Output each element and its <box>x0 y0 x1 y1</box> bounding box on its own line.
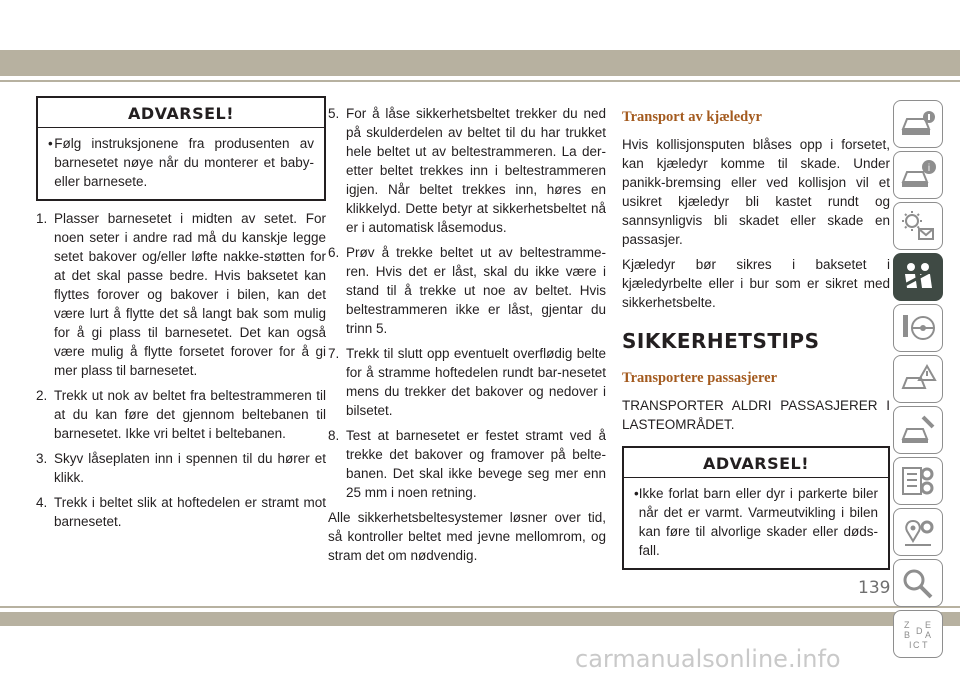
step-number: 6. <box>328 245 340 260</box>
tab-map-gear[interactable] <box>893 508 943 556</box>
step-text: Prøv å trekke beltet ut av beltestramme-ren. Hvis det er låst, skal du ikke være i stand til å trekke ut noe av beltet. Hvis beltestrammeren ikke er låst, gjentar du trinn 5. <box>346 245 606 336</box>
svg-text:D: D <box>916 626 923 636</box>
step-8 <box>328 426 606 502</box>
column-3 <box>622 104 890 578</box>
svg-text:T: T <box>922 640 928 650</box>
map-gear-icon <box>899 515 937 549</box>
step-6 <box>328 243 606 338</box>
index-icon <box>899 617 937 651</box>
step-text: Skyv låseplaten inn i spennen til du hører et klikk. <box>54 451 326 485</box>
warning-text: Følg instruksjonene fra produsenten av barnesetet nøye når du monterer et baby- eller barnesete. <box>54 136 314 189</box>
step-2 <box>36 386 326 443</box>
footer-band <box>0 612 960 626</box>
step-1 <box>36 209 326 380</box>
tab-search[interactable] <box>893 559 943 607</box>
watermark: carmanualsonline.info <box>575 645 841 673</box>
sun-mail-icon <box>899 209 937 243</box>
step-number: 2. <box>36 388 48 403</box>
wrench-car-icon <box>899 413 937 447</box>
warning-title: ADVARSEL! <box>38 98 324 128</box>
warning-bullet: • Følg instruksjonene fra produsenten av barnesetet nøye når du monterer et baby- eller barnesete. <box>48 136 314 189</box>
list-gear-icon <box>899 464 937 498</box>
tab-hazard-car[interactable] <box>893 355 943 403</box>
page-number: 139 <box>858 578 891 598</box>
tab-index[interactable] <box>893 610 943 658</box>
svg-text:Z: Z <box>904 620 910 630</box>
svg-text:I: I <box>909 640 912 650</box>
tab-wrench-car[interactable] <box>893 406 943 454</box>
pets-paragraph-2: Kjæledyr bør sikres i baksetet i kjæledyrbelte eller i bur som er sikret med sikkerhetsbelte. <box>622 257 890 310</box>
tab-list-gear[interactable] <box>893 457 943 505</box>
step-number: 4. <box>36 495 48 510</box>
tab-car-alert[interactable] <box>893 151 943 199</box>
step-4 <box>36 493 326 531</box>
step-number: 3. <box>36 451 48 466</box>
step-text: Trekk til slutt opp eventuelt overflødig belte for å stramme hoftedelen rundt bar-nesetet mens du trekker det bakover og nedover i bilsetet. <box>346 346 606 418</box>
header-rule <box>0 80 960 82</box>
search-icon <box>899 566 937 600</box>
key-steering-icon <box>899 311 937 345</box>
warning-box-heat <box>622 446 890 570</box>
hazard-car-icon <box>899 362 937 396</box>
svg-text:B: B <box>904 630 911 640</box>
step-5 <box>328 104 606 237</box>
step-number: 8. <box>328 428 340 443</box>
pets-paragraph-1: Hvis kollisjonsputen blåses opp i forsetet, kan kjæledyr komme til skade. Under panikk-bremsing eller ved kollisjon vil et usikret kjæledyr bli kastet rundt og sannsynligvis bli skadet eller skade en passasjer. <box>622 137 890 247</box>
step-text: Trekk ut nok av beltet fra beltestrammeren til at du kan føre det gjennom beltebanen til barnesetet. Ikke vri beltet i beltebanen. <box>54 388 326 441</box>
warning-bullet: • Ikke forlat barn eller dyr i parkerte biler når det er varmt. Varmeutvikling i bilen kan føre til alvorlige skader eller døds-fall. <box>634 486 878 558</box>
step-text: For å låse sikkerhetsbeltet trekker du ned på skulderdelen av beltet til du har trukket hele beltet ut av beltestrammeren. La der-etter beltet trekkes inn i beltestrammeren igjen. Når beltet trekkes inn, høres en klikkelyd. Dette betyr at sikkerhetsbeltet nå er i automatisk låsemodus. <box>346 106 606 235</box>
header-band <box>0 50 960 76</box>
car-alert-icon <box>899 158 937 192</box>
column-2 <box>328 104 606 571</box>
step-number: 1. <box>36 211 48 226</box>
step-number: 7. <box>328 346 340 361</box>
warning-box-child-seat <box>36 96 326 201</box>
step-3 <box>36 449 326 487</box>
tab-car-info[interactable] <box>893 100 943 148</box>
tab-seat-safety[interactable] <box>893 253 943 301</box>
safety-tips-heading: SIKKERHETSTIPS <box>622 329 820 353</box>
passengers-heading: Transportere passasjerer <box>622 370 778 386</box>
warning-text: Ikke forlat barn eller dyr i parkerte biler når det er varmt. Varmeutvikling i bilen kan føre til alvorlige skader eller døds-fall. <box>638 486 878 558</box>
tab-key-steering[interactable] <box>893 304 943 352</box>
step-text: Plasser barnesetet i midten av setet. For noen seter i andre rad må du kanskje legge setet bakover og/eller løfte nakke-støtten for at det skal passe bedre. Hvis baksetet kan flyttes forover og bakover i bilen, kan det være lurt å flytte det så langt bak som mulig for å gi plass til barnesetet. Det kan også være mulig å flytte forsetet forover for å gi mer plass til barnesetet. <box>54 211 326 378</box>
svg-text:E: E <box>925 620 932 630</box>
svg-text:i: i <box>927 163 931 174</box>
tab-sun-mail[interactable] <box>893 202 943 250</box>
step-text: Trekk i beltet slik at hoftedelen er stramt mot barnesetet. <box>54 495 326 529</box>
svg-text:C: C <box>913 640 920 650</box>
closing-paragraph: Alle sikkerhetsbeltesystemer løsner over tid, så kontroller beltet med jevne mellomrom, og stram det om nødvendig. <box>328 510 606 563</box>
pets-heading: Transport av kjæledyr <box>622 109 762 125</box>
footer-rule <box>0 606 960 608</box>
step-text: Test at barnesetet er festet stramt ved å trekke det bakover og framover på belte-banen. Det skal ikke bevege seg mer enn 25 mm i noen retning. <box>346 428 606 500</box>
warning-title: ADVARSEL! <box>624 448 888 478</box>
seat-safety-icon <box>899 260 937 294</box>
chapter-tabs <box>893 100 945 661</box>
step-number: 5. <box>328 106 340 121</box>
top-margin <box>0 0 960 50</box>
passengers-paragraph: TRANSPORTER ALDRI PASSASJERER I LASTEOMRÅDET. <box>622 398 890 432</box>
svg-text:A: A <box>925 630 932 640</box>
column-1 <box>36 96 326 537</box>
step-7 <box>328 344 606 420</box>
car-info-icon <box>899 107 937 141</box>
